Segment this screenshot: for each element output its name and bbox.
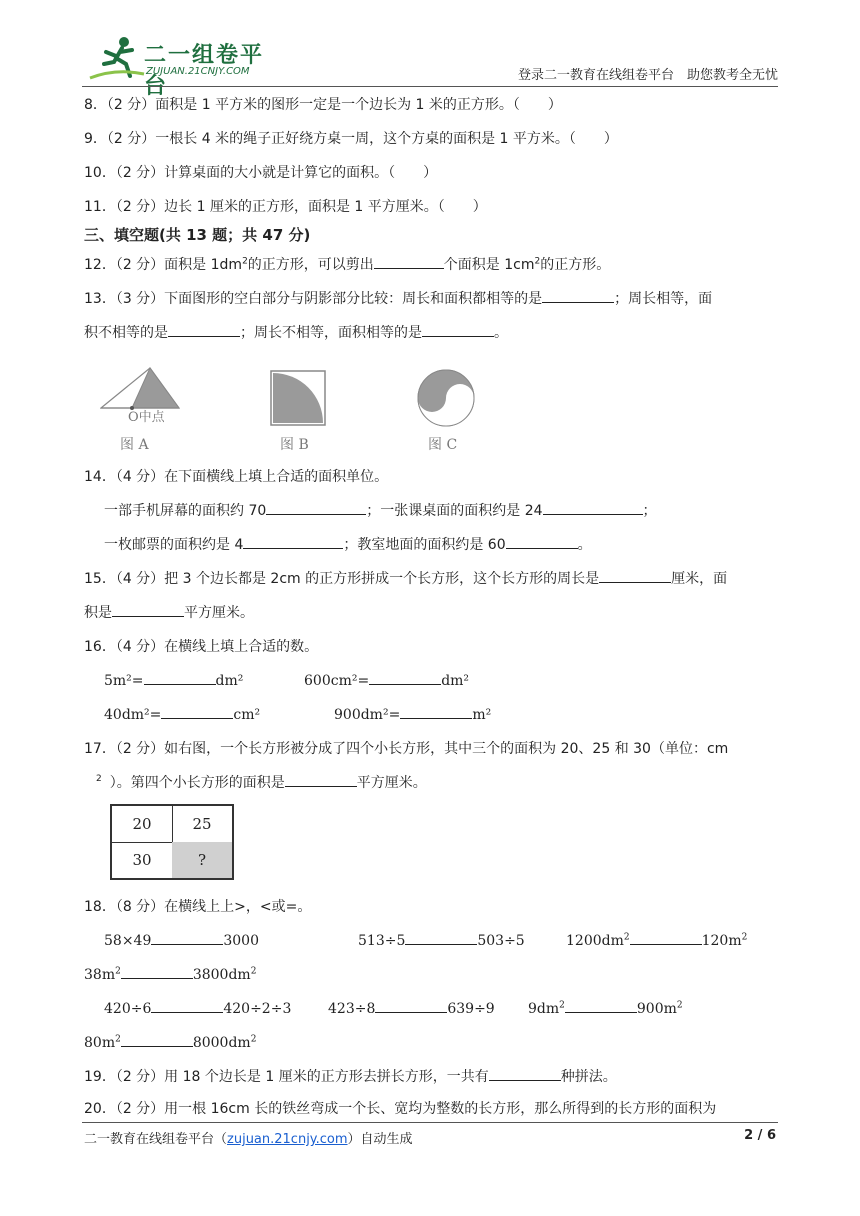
q18-expr: 58×49 xyxy=(104,933,152,949)
q13-text-b: ；周长相等，面 xyxy=(614,291,713,307)
q18-blank[interactable] xyxy=(151,930,223,945)
question-11: 11．（2 分）边长 1 厘米的正方形，面积是 1 平方厘米。（ ） xyxy=(84,199,487,215)
q18-blank[interactable] xyxy=(565,998,637,1013)
q18-row-3b xyxy=(328,998,495,1017)
q16-blank-c[interactable] xyxy=(161,704,233,719)
runner-logo-icon xyxy=(86,34,146,80)
q18-expr: 639÷9 xyxy=(447,1001,495,1017)
q18-expr: 3800dm xyxy=(192,967,251,983)
q18-expr: 900m xyxy=(636,1001,677,1017)
q18-expr: 503÷5 xyxy=(477,933,525,949)
q15-blank-1[interactable] xyxy=(599,568,671,583)
q16-b-right: dm² xyxy=(441,673,470,689)
q18-row-3c xyxy=(528,998,683,1017)
q18-row-1b xyxy=(358,930,525,949)
grid-cell: 20 xyxy=(112,806,173,843)
q19-text-b: 种拼法。 xyxy=(560,1069,617,1085)
q14-text-a: 一部手机屏幕的面积约 70 xyxy=(104,503,267,519)
q18-row-1c xyxy=(566,930,747,949)
q16-a-right: dm² xyxy=(215,673,244,689)
q12-sup-b: 2 xyxy=(534,256,541,267)
q18-expr: 420÷6 xyxy=(104,1001,152,1017)
q18-blank[interactable] xyxy=(151,998,223,1013)
q16-item-b xyxy=(304,670,469,689)
question-18-title: 18．（8 分）在横线上上>，<或=。 xyxy=(84,899,312,915)
header-divider xyxy=(82,86,778,87)
figure-c-caption: 图 C xyxy=(428,437,458,453)
q18-sup: 2 xyxy=(250,966,257,977)
q13-blank-1[interactable] xyxy=(542,288,614,303)
q18-sup: 2 xyxy=(115,1034,121,1045)
q12-text-d: 的正方形。 xyxy=(540,257,611,273)
q16-blank-b[interactable] xyxy=(369,670,441,685)
q14-blank-4[interactable] xyxy=(506,534,578,549)
footer-site-link[interactable]: zujuan.21cnjy.com xyxy=(227,1132,348,1147)
logo-subtitle: ZUJUAN.21CNJY.COM xyxy=(146,66,250,77)
question-15-line-2 xyxy=(84,602,254,622)
question-13-line-1 xyxy=(84,288,712,308)
q16-blank-a[interactable] xyxy=(144,670,216,685)
q18-expr: 9dm xyxy=(528,1001,560,1017)
q13-blank-3[interactable] xyxy=(422,322,494,337)
q14-text-f: 。 xyxy=(577,537,592,553)
q18-row-4 xyxy=(84,1032,256,1051)
page-header xyxy=(0,0,860,99)
q17-blank[interactable] xyxy=(285,772,357,787)
q18-blank[interactable] xyxy=(375,998,447,1013)
question-19 xyxy=(84,1066,617,1086)
q16-blank-d[interactable] xyxy=(400,704,472,719)
figure-b xyxy=(270,370,326,426)
q13-text-d: ；周长不相等，面积相等的是 xyxy=(240,325,422,341)
q14-blank-2[interactable] xyxy=(543,500,643,515)
q18-expr: 420÷2÷3 xyxy=(223,1001,292,1017)
question-14-line-1 xyxy=(104,500,657,520)
q14-text-e: ；教室地面的面积约是 60 xyxy=(343,537,506,553)
footer-text-a: 二一教育在线组卷平台（ xyxy=(84,1132,228,1147)
q18-sup: 2 xyxy=(115,966,121,977)
question-15-line-1 xyxy=(84,568,727,588)
q14-blank-1[interactable] xyxy=(266,500,366,515)
footer-divider xyxy=(82,1122,778,1123)
q17-text-b: 平方厘米。 xyxy=(356,775,427,791)
q18-expr: 3000 xyxy=(223,933,259,949)
q15-text-a: 15．（4 分）把 3 个边长都是 2cm 的正方形拼成一个长方形，这个长方形的周长是 xyxy=(84,571,600,587)
q18-sup: 2 xyxy=(741,932,748,943)
question-14-title: 14．（4 分）在下面横线上填上合适的面积单位。 xyxy=(84,469,389,485)
q13-figures xyxy=(100,364,500,456)
footer-text-b: ）自动生成 xyxy=(347,1132,413,1147)
q17-sup: 2 xyxy=(96,774,102,785)
q16-a-left: 5m²= xyxy=(104,673,144,689)
q16-c-right: cm² xyxy=(233,707,261,723)
q18-sup: 2 xyxy=(623,932,630,943)
grid-cell: 30 xyxy=(112,842,173,878)
q13-text-c: 积不相等的是 xyxy=(84,325,168,341)
q16-item-c xyxy=(104,704,260,723)
page-number: 2 / 6 xyxy=(744,1128,776,1143)
q17-text-a: ）。第四个小长方形的面积是 xyxy=(109,775,285,791)
header-slogan: 登录二一教育在线组卷平台 助您教考全无忧 xyxy=(517,68,778,83)
q13-blank-2[interactable] xyxy=(168,322,240,337)
q18-blank[interactable] xyxy=(121,964,193,979)
q12-text-c: 个面积是 1cm xyxy=(443,257,535,273)
q18-blank[interactable] xyxy=(630,930,702,945)
figure-a-caption: 图 A xyxy=(120,437,149,453)
q14-text-b: ；一张课桌面的面积约是 24 xyxy=(366,503,543,519)
question-16-title: 16．（4 分）在横线上填上合适的数。 xyxy=(84,639,319,655)
q16-item-a xyxy=(104,670,243,689)
q18-row-1a xyxy=(104,930,259,949)
q18-expr: 8000dm xyxy=(192,1035,251,1051)
question-17-line-1: 17．（2 分）如右图，一个长方形被分成了四个小长方形，其中三个的面积为 20、25 和 30（单位：cm xyxy=(84,741,729,757)
question-12 xyxy=(84,254,610,274)
q14-text-c: ； xyxy=(642,503,657,519)
figure-b-caption: 图 B xyxy=(280,437,309,453)
brand-logo xyxy=(86,34,286,99)
footer-source xyxy=(84,1128,413,1147)
question-13-line-2 xyxy=(84,322,508,342)
q18-expr: 423÷8 xyxy=(328,1001,376,1017)
q15-text-c: 积是 xyxy=(84,605,112,621)
q13-text-e: 。 xyxy=(494,325,508,341)
grid-cell: 25 xyxy=(172,806,232,843)
question-17-line-2 xyxy=(84,772,427,792)
question-10: 10．（2 分）计算桌面的大小就是计算它的面积。（ ） xyxy=(84,165,438,181)
q16-item-d xyxy=(334,704,491,723)
q18-row-3a xyxy=(104,998,291,1017)
q15-text-d: 平方厘米。 xyxy=(184,605,254,621)
figure-a-point-label: O中点 xyxy=(128,410,165,425)
q18-expr: 120m xyxy=(701,933,742,949)
q12-text-b: 的正方形，可以剪出 xyxy=(247,257,374,273)
q14-blank-3[interactable] xyxy=(243,534,343,549)
q18-expr: 80m xyxy=(84,1035,116,1051)
q18-expr: 38m xyxy=(84,967,116,983)
question-14-line-2 xyxy=(104,534,592,554)
q14-text-d: 一枚邮票的面积约是 4 xyxy=(104,537,244,553)
q17-rectangle-grid xyxy=(110,804,234,880)
q16-c-left: 40dm²= xyxy=(104,707,162,723)
q13-text-a: 13．（3 分）下面图形的空白部分与阴影部分比较：周长和面积都相等的是 xyxy=(84,291,543,307)
q18-blank[interactable] xyxy=(405,930,477,945)
q15-text-b: 厘米，面 xyxy=(671,571,728,587)
q16-d-left: 900dm²= xyxy=(334,707,401,723)
q19-text-a: 19．（2 分）用 18 个边长是 1 厘米的正方形去拼长方形，一共有 xyxy=(84,1069,489,1085)
q19-blank[interactable] xyxy=(489,1066,561,1081)
q18-expr: 513÷5 xyxy=(358,933,406,949)
q12-blank[interactable] xyxy=(374,254,444,269)
question-20: 20．（2 分）用一根 16cm 长的铁丝弯成一个长、宽均为整数的长方形，那么所得到的长方形的面积为 xyxy=(84,1101,717,1117)
q18-expr: 1200dm xyxy=(566,933,624,949)
q12-sup-a: 2 xyxy=(242,256,248,267)
figure-c xyxy=(416,368,476,428)
q18-row-2 xyxy=(84,964,256,983)
logo-title: 二一组卷平台 xyxy=(144,43,265,99)
section-fill-in-title: 三、填空题(共 13 题；共 47 分) xyxy=(84,226,311,244)
q18-sup: 2 xyxy=(676,1000,683,1011)
q15-blank-2[interactable] xyxy=(112,602,184,617)
q16-d-right: m² xyxy=(472,707,492,723)
q18-sup: 2 xyxy=(559,1000,565,1011)
q12-text-a: 12．（2 分）面积是 1dm xyxy=(84,257,243,273)
q18-sup: 2 xyxy=(250,1034,257,1045)
question-8: 8．（2 分）面积是 1 平方米的图形一定是一个边长为 1 米的正方形。（ ） xyxy=(84,97,562,113)
q18-blank[interactable] xyxy=(121,1032,193,1047)
question-9: 9．（2 分）一根长 4 米的绳子正好绕方桌一周，这个方桌的面积是 1 平方米。（ ） xyxy=(84,131,618,147)
grid-cell-unknown: ? xyxy=(172,842,232,878)
q16-b-left: 600cm²= xyxy=(304,673,370,689)
